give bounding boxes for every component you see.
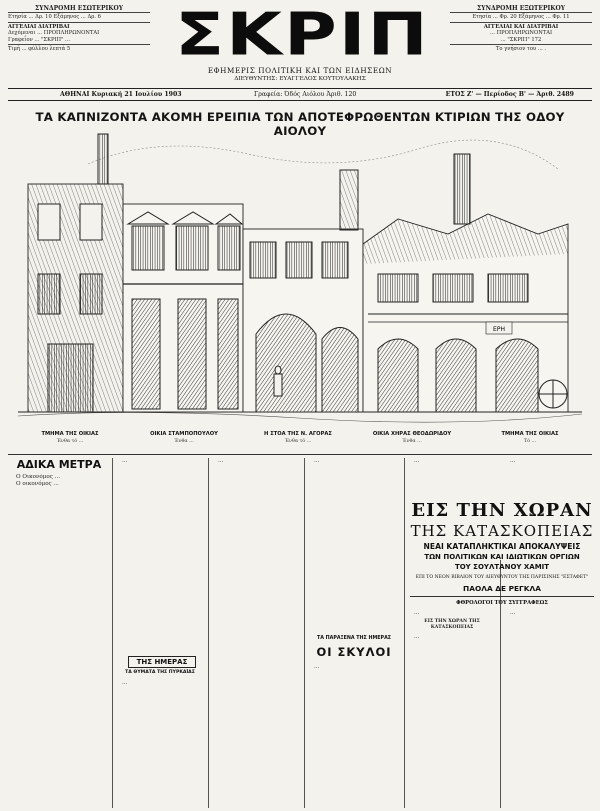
subscription-prices: Ετησία ... Φρ. 20 Εξάμηνος ... Φρ. 11 bbox=[472, 14, 570, 21]
main-story-title-1: ΕΙΣ ΤΗΝ ΧΩΡΑΝ bbox=[411, 500, 593, 521]
subscription-prices: Ετησία ... Δρ. 10 Εξάμηνος ... Δρ. 6 bbox=[8, 14, 101, 21]
main-story-section: ΦΘΡΟΛΟΓΟΙ ΤΟΥ ΣΥΓΓΡΑΦΕΩΣ bbox=[456, 600, 548, 606]
main-story-sub-2: ΤΩΝ ΠΟΛΙΤΙΚΩΝ ΚΑΙ ΙΔΙΩΤΙΚΩΝ ΟΡΓΙΩΝ bbox=[424, 553, 580, 561]
issue-date: ΑΘΗΝΑΙ Κυριακή 21 Ιουλίου 1903 bbox=[60, 91, 182, 98]
ruins-engraving bbox=[18, 124, 582, 430]
subscription-heading: ΣΥΝΔΡΟΜΗ ΕΞΩΤΕΡΙΚΟΥ bbox=[450, 6, 592, 13]
illus-subcaption-5: Τό ... bbox=[523, 439, 537, 444]
ads-heading: ΑΓΓΕΛΙΑΙ ΚΑΙ ΔΙΑΤΡΙΒΑΙ bbox=[483, 23, 559, 30]
illus-caption-4: ΟΙΚΙΑ ΧΗΡΑΣ ΘΕΟΔΩΡΙΔΟΥ bbox=[372, 431, 452, 437]
article-body-col2: ... bbox=[122, 458, 128, 464]
illus-subcaption-3: Ένθα τό ... bbox=[284, 439, 312, 444]
masthead bbox=[0, 0, 600, 110]
newspaper-subtitle: ΕΦΗΜΕΡΙΣ ΠΟΛΙΤΙΚΗ ΚΑΙ ΤΩΝ ΕΙΔΗΣΕΩΝ bbox=[207, 66, 393, 75]
issue-number: ΕΤΟΣ Ζ' — Περίοδος Β' — Άριθ. 2489 bbox=[445, 91, 574, 98]
main-story-body-2: ... bbox=[510, 610, 516, 616]
article-sub-imeras: ΤΑ ΘΥΜΑΤΑ ΤΗΣ ΠΥΡΚΑΪΑΣ bbox=[125, 670, 195, 675]
article-title-skylos: ΟΙ ΣΚΥΛΟΙ bbox=[316, 645, 392, 659]
office-location: Γραφεία: Όδός Αιόλου Άριθ. 120 bbox=[254, 91, 357, 98]
article-lead-adika: Ο Οικονόμος ... bbox=[16, 474, 61, 480]
ads-note: ... ΠΡΟΠΛΗΡΩΝΟΝΤΑΙ bbox=[489, 30, 553, 37]
subscription-box-domestic bbox=[8, 6, 150, 52]
subscription-box-foreign bbox=[450, 6, 592, 52]
main-story-body-1: ... ΕΙΣ ΤΗΝ ΧΩΡΑΝ ΤΗΣ ΚΑΤΑΣΚΟΠΕΙΑΣ ... bbox=[408, 610, 496, 808]
illus-subcaption-4: Ένθα ... bbox=[402, 439, 422, 444]
office-address: Γραφεΐον ... "ΣΚΡΙΠ" ... bbox=[8, 36, 71, 43]
illus-caption-2: ΟΙΚΙΑ ΣΤΑΜΠΟΠΟΥΛΟΥ bbox=[150, 431, 218, 437]
newspaper-director: ΔΙΕΥΘΥΝΤΗΣ: ΕΥΑΓΓΕΛΟΣ ΚΟΥΤΟΥΛΑΚΗΣ bbox=[234, 76, 366, 82]
article-body-adika: Ο Οικονόμος ... Ο οικονόμος ... bbox=[10, 474, 108, 808]
article-body-col5: ... bbox=[414, 458, 420, 464]
subscription-heading: ΣΥΝΔΡΟΜΗ ΕΣΩΤΕΡΙΚΟΥ bbox=[8, 6, 150, 13]
article-kicker-skylos: ΤΑ ΠΑΡΑΞΕΝΑ ΤΗΣ ΗΜΕΡΑΣ bbox=[316, 636, 392, 641]
article-title-adika: ΑΔΙΚΑ ΜΕΤΡΑ bbox=[16, 458, 102, 471]
signature-note: Το γνήσιον του ... . bbox=[495, 46, 547, 53]
dateline-bar bbox=[8, 88, 592, 101]
main-headline: ΤΑ ΚΑΠΝΙΖΟΝΤΑ ΑΚΟΜΗ ΕΡΕΙΠΙΑ ΤΩΝ ΑΠΟΤΕΦΡΩΘΕΝΤΩΝ ΚΤΙΡΙΩΝ ΤΗΣ ΟΔΟΥ ΑΙΟΛΟΥ bbox=[35, 110, 565, 138]
ads-note: Δεχόμεναι ... ΠΡΟΠΛΗΡΩΝΟΝΤΑΙ bbox=[8, 30, 100, 37]
illus-subcaption-2: Ένθα ... bbox=[174, 439, 194, 444]
issue-price: Τιμή ... φύλλου λεπτά 5 bbox=[8, 46, 71, 53]
ads-heading: ΑΓΓΕΛΙΑΙ ΔΙΑΤΡΙΒΑΙ bbox=[8, 23, 70, 30]
illus-subcaption-1: Ένθα τό ... bbox=[56, 439, 84, 444]
main-story-sub-4: ΕΠΙ ΤΟ ΝΕΟΝ ΒΙΒΛΙΟΝ ΤΟΥ ΔΙΕΥΘΥΝΤΟΥ ΤΗΣ ΠΑΡΙΣΙΝΗΣ "ΕΣΤΑΦΕΤ" bbox=[415, 575, 589, 580]
main-story-author: ΠΑΟΛΑ ΔΕ ΡΕΓΚΛΑ bbox=[463, 584, 541, 593]
article-body-skylos: ... bbox=[314, 664, 320, 670]
main-story-title-2: ΤΗΣ ΚΑΤΑΣΚΟΠΕΙΑΣ bbox=[410, 522, 594, 540]
illus-caption-5: ΤΜΗΜΑ ΤΗΣ ΟΙΚΙΑΣ bbox=[501, 431, 559, 437]
main-story-inner-title: ΕΙΣ ΤΗΝ ΧΩΡΑΝ ΤΗΣ ΚΑΤΑΣΚΟΠΕΙΑΣ bbox=[424, 618, 480, 631]
newspaper-title: ΣΚΡΙΠ bbox=[175, 0, 430, 69]
office-address: ... "ΣΚΡΙΠ" 172 bbox=[500, 36, 542, 43]
main-story-sub-1: ΝΕΑΙ ΚΑΤΑΠΛΗΚΤΙΚΑΙ ΑΠΟΚΑΛΥΨΕΙΣ bbox=[423, 542, 581, 551]
article-body-col3: ... bbox=[218, 458, 224, 464]
article-body-col6: ... bbox=[510, 458, 516, 464]
article-body-imeras: ... bbox=[122, 680, 128, 686]
illus-caption-3: Η ΣΤΟΑ ΤΗΣ Ν. ΑΓΟΡΑΣ bbox=[264, 431, 332, 437]
main-story-sub-3: ΤΟΥ ΣΟΥΛΤΑΝΟΥ ΧΑΜΙΤ bbox=[454, 563, 550, 571]
article-body-col4: ... bbox=[314, 458, 320, 464]
article-title-imeras: ΤΗΣ ΗΜΕΡΑΣ bbox=[128, 656, 196, 668]
building-sign: ΕΡΗ bbox=[493, 326, 505, 333]
section-divider bbox=[8, 454, 592, 455]
illus-caption-1: ΤΜΗΜΑ ΤΗΣ ΟΙΚΙΑΣ bbox=[41, 431, 99, 437]
